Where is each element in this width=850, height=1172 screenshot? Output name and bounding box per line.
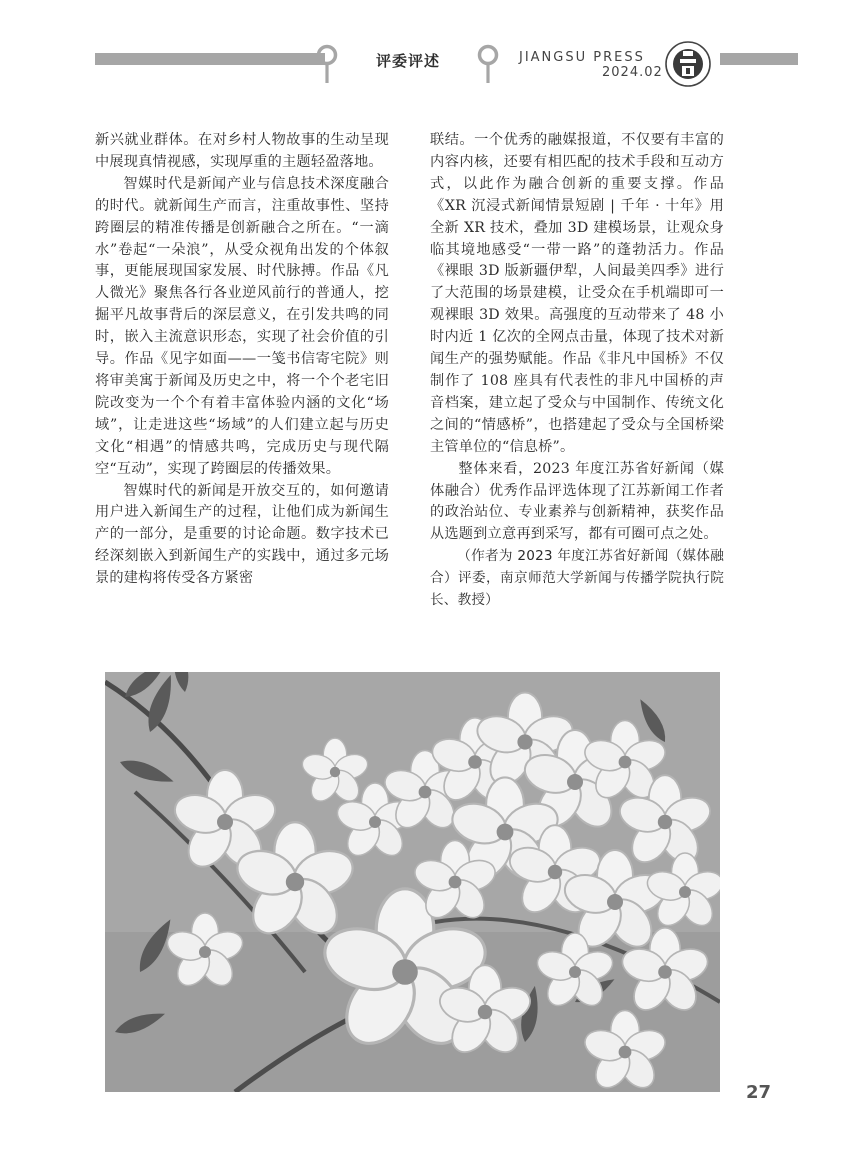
paragraph: 联结。一个优秀的融媒报道，不仅要有丰富的内容内核，还要有相匹配的技术手段和互动方式，以此作为融合创新的重要支撑。作品《XR 沉浸式新闻情景短剧 | 千年 · 十年》用全新 XR 技术，叠加 3D 建模场景，让观众身临其境地感受“一带一路”的蓬勃活力。作品《裸眼 3D 版新疆伊犁，人间最美四季》进行了大范围的场景建模，让受众在手机端即可一观裸眼 3D 效果。高强度的互动带来了 48 小时内近 1 亿次的全网点击量，体现了技术对新闻生产的强势赋能。作品《非凡中国桥》不仅制作了 108 座具有代表性的非凡中国桥的声音档案，建立起了受众与中国制作、传统文化之间的“情感桥”，也搭建起了受众与全国桥梁主管单位的“信息桥”。 [430,132,724,455]
page-number: 27 [746,1082,772,1103]
paragraph: 智媒时代的新闻是开放交互的，如何邀请用户进入新闻生产的过程，让他们成为新闻生产的一部分，是重要的讨论命题。数字技术已经深刻嵌入到新闻生产的实践中，通过多元场景的建构将传受各方紧密 [95,482,389,587]
location-pin-icon [477,44,499,86]
location-pin-icon [316,44,338,86]
issue-number: 2024.02 [602,65,663,80]
cherry-blossom-photo [105,672,720,1092]
header-rule-left [95,53,325,65]
magazine-name: JIANGSU PRESS [519,50,645,65]
author-note: （作者为 2023 年度江苏省好新闻（媒体融合）评委，南京师范大学新闻与传播学院执行院长、教授） [430,548,724,609]
header-rule-right [720,53,798,65]
paragraph: 智媒时代是新闻产业与信息技术深度融合的时代。就新闻生产而言，注重故事性、坚持跨圈层的精准传播是创新融合之所在。“一滴水”卷起“一朵浪”，从受众视角出发的个体叙事，更能展现国家发展、时代脉搏。作品《凡人微光》聚焦各行各业逆风前行的普通人，挖掘平凡故事背后的深层意义，在引发共鸣的同时，嵌入主流意识形态，实现了社会价值的引导。作品《见字如面——一笺书信寄宅院》则将审美寓于新闻及历史之中，将一个个老宅旧院改变为一个个有着丰富体验内涵的文化“场域”，让走进这些“场域”的人们建立起与历史文化“相遇”的情感共鸣，完成历史与现代隔空“互动”，实现了跨圈层的传播效果。 [95,175,389,477]
article-column-left [95,130,389,590]
paragraph: 整体来看，2023 年度江苏省好新闻（媒体融合）优秀作品评选体现了江苏新闻工作者的政治站位、专业素养与创新精神，获奖作品从选题到立意再到采写，都有可圈可点之处。 [430,460,724,543]
article-column-right [430,130,724,612]
paragraph: 新兴就业群体。在对乡村人物故事的生动呈现中展现真情视感，实现厚重的主题轻盈落地。 [95,132,389,170]
magazine-seal-logo [664,40,712,88]
section-title: 评委评述 [376,52,441,70]
